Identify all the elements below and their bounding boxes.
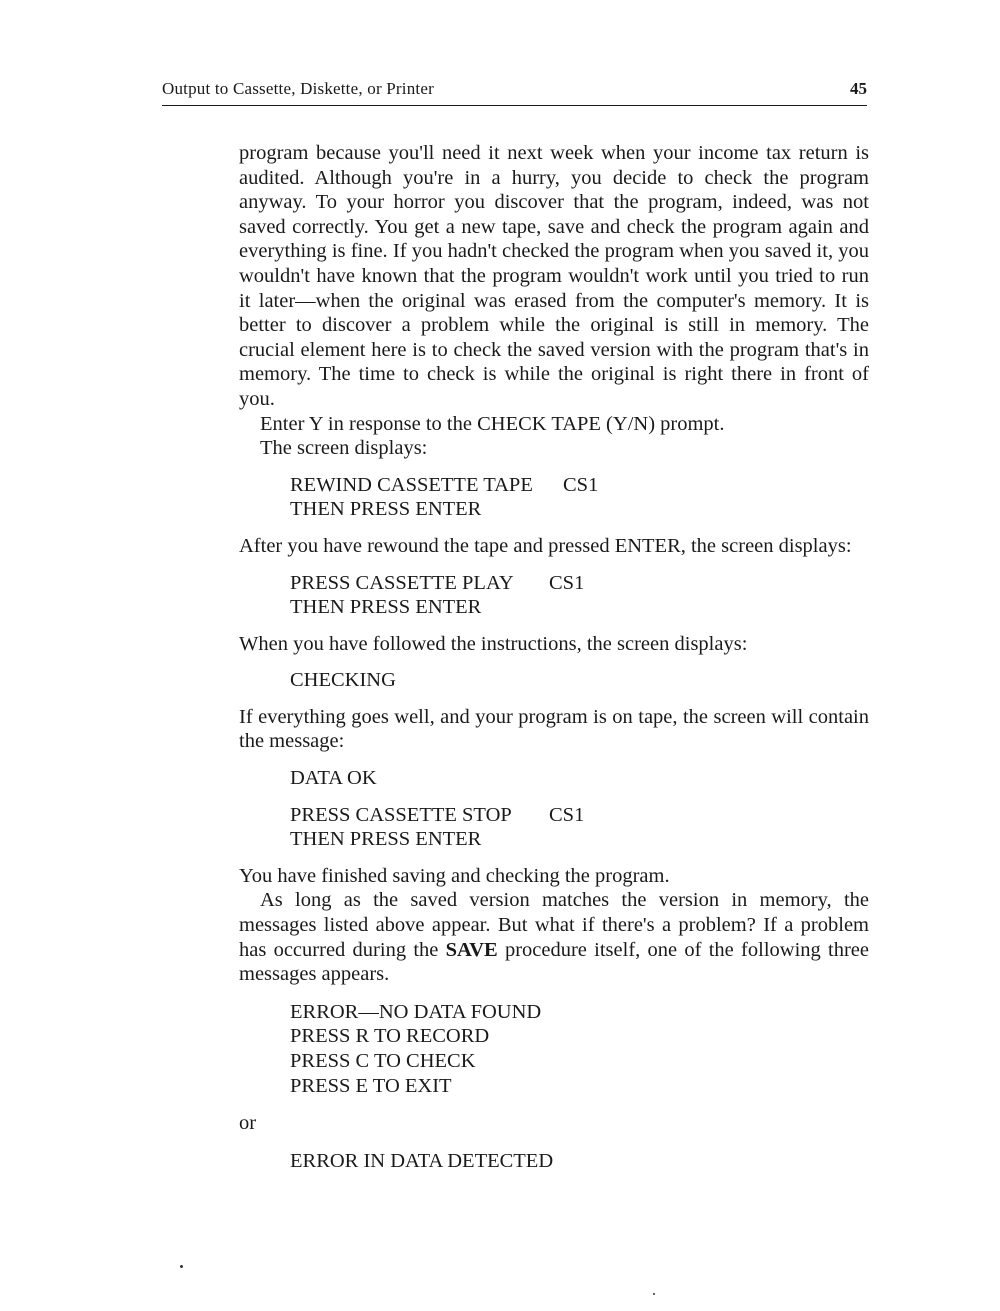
screen-line: THEN PRESS ENTER (290, 596, 482, 619)
screen-display-block (239, 766, 869, 791)
screen-line: DATA OK (290, 767, 377, 790)
screen-line: PRESS C TO CHECK (290, 1050, 476, 1072)
screen-display-block (239, 571, 869, 620)
page-number: 45 (850, 79, 867, 98)
paragraph: or (239, 1112, 257, 1135)
device-label: CS1 (549, 571, 585, 594)
screen-line: ERROR—NO DATA FOUND (290, 1000, 542, 1023)
screen-display-block (239, 1000, 869, 1098)
paragraph: If everything goes well, and your program is on tape, the screen will contain the message: (239, 705, 869, 753)
screen-line: PRESS CASSETTE STOP (290, 803, 512, 826)
screen-line: THEN PRESS ENTER (290, 498, 482, 521)
screen-line: ERROR IN DATA DETECTED (290, 1149, 554, 1172)
screen-line: THEN PRESS ENTER (290, 828, 482, 851)
paragraph: When you have followed the instructions, the screen displays: (239, 632, 748, 655)
keyword-save: SAVE (445, 938, 498, 961)
device-label: CS1 (563, 473, 599, 496)
paragraph: You have finished saving and checking the program. (239, 864, 670, 887)
screen-display-block (239, 473, 869, 522)
page-body (239, 141, 869, 1173)
screen-display-block (239, 1149, 869, 1174)
screen-line: PRESS R TO RECORD (290, 1025, 490, 1048)
screen-display-block (239, 668, 869, 693)
scan-speck (653, 1293, 655, 1295)
scan-speck (180, 1265, 183, 1268)
paragraph: The screen displays: (260, 437, 428, 460)
screen-line: REWIND CASSETTE TAPE (290, 473, 533, 496)
paragraph: Enter Y in response to the CHECK TAPE (Y/N) prompt. (260, 412, 725, 435)
paragraph: After you have rewound the tape and pressed ENTER, the screen displays: (239, 534, 852, 557)
device-label: CS1 (549, 803, 585, 826)
screen-line: PRESS E TO EXIT (290, 1074, 452, 1097)
running-header-title: Output to Cassette, Diskette, or Printer (162, 79, 434, 98)
screen-line: PRESS CASSETTE PLAY (290, 571, 514, 594)
paragraph: As long as the saved version matches the version in memory, the messages listed above appear. But what if there's a problem? If a problem has occurred during the SAVE procedure itself, one of the following three messages appears. (239, 889, 869, 986)
running-header (162, 79, 867, 106)
screen-line: CHECKING (290, 669, 396, 692)
paragraph: program because you'll need it next week when your income tax return is audited. Although you're in a hurry, you decide to check the program anyway. To your horror you discover that the program, indeed, was not saved correctly. You get a new tape, save and check the program again and everything is fine. If you hadn't checked the program when you saved it, you wouldn't have known that the program wouldn't work until you tried to run it later—when the original was erased from the computer's memory. It is better to discover a problem while the original is still in memory. The crucial element here is to check the saved version with the program that's in memory. The time to check is while the original is right there in front of you. (239, 142, 869, 410)
screen-display-block (239, 803, 869, 852)
